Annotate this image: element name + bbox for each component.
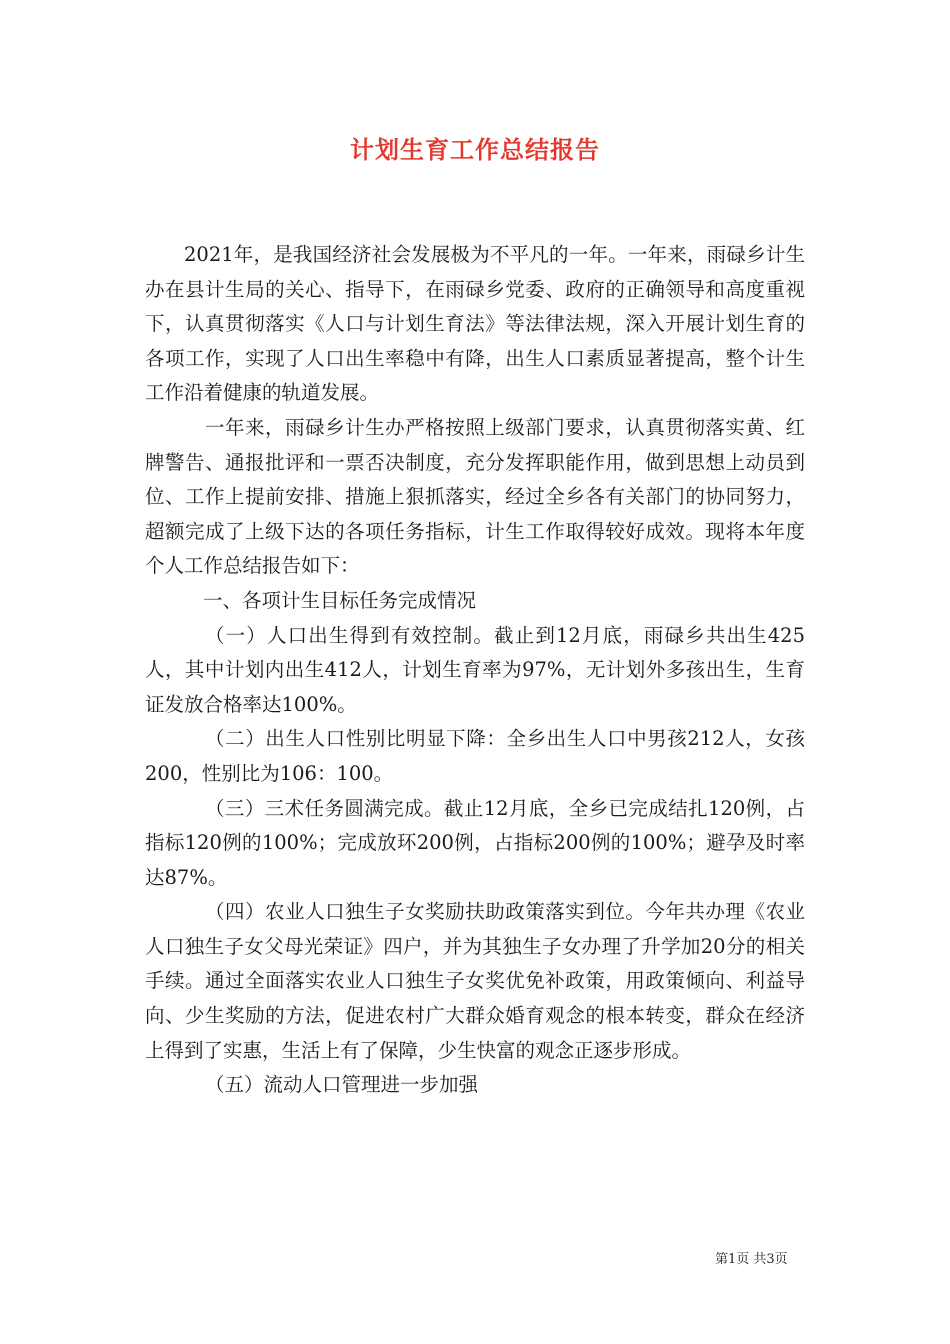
page-number-footer: 第1页 共3页: [715, 1252, 788, 1267]
document-body: [145, 238, 805, 1103]
paragraph-intro: 2021年，是我国经济社会发展极为不平凡的一年。一年来，雨碌乡计生办在县计生局的关心、指导下，在雨碌乡党委、政府的正确领导和高度重视下，认真贯彻落实《人口与计划生育法》等法律法规，深入开展计划生育的各项工作，实现了人口出生率稳中有降，出生人口素质显著提高，整个计生工作沿着健康的轨道发展。: [145, 243, 805, 405]
paragraph-item-2: （二）出生人口性别比明显下降：全乡出生人口中男孩212人，女孩200，性别比为106：100。: [145, 727, 805, 785]
paragraph-item-5: （五）流动人口管理进一步加强: [205, 1073, 479, 1097]
section-heading-1: 一、各项计生目标任务完成情况: [203, 588, 477, 612]
paragraph-item-4: （四）农业人口独生子女奖励扶助政策落实到位。今年共办理《农业人口独生子女父母光荣证》四户，并为其独生子女办理了升学加20分的相关手续。通过全面落实农业人口独生子女奖优免补政策，用政策倾向、利益导向、少生奖励的方法，促进农村广大群众婚育观念的根本转变，群众在经济上得到了实惠，生活上有了保障，少生快富的观念正逐步形成。: [145, 900, 805, 1062]
paragraph-summary: 一年来，雨碌乡计生办严格按照上级部门要求，认真贯彻落实黄、红牌警告、通报批评和一票否决制度，充分发挥职能作用，做到思想上动员到位、工作上提前安排、措施上狠抓落实，经过全乡各有关部门的协同努力，超额完成了上级下达的各项任务指标，计生工作取得较好成效。现将本年度个人工作总结报告如下：: [145, 415, 805, 578]
paragraph-item-3: （三）三术任务圆满完成。截止12月底，全乡已完成结扎120例，占指标120例的100%；完成放环200例，占指标200例的100%；避孕及时率达87%。: [145, 796, 805, 889]
paragraph-item-1: （一）人口出生得到有效控制。截止到12月底，雨碌乡共出生425人，其中计划内出生412人，计划生育率为97%，无计划外多孩出生，生育证发放合格率达100%。: [145, 623, 805, 716]
document-title: 计划生育工作总结报告: [350, 135, 600, 164]
